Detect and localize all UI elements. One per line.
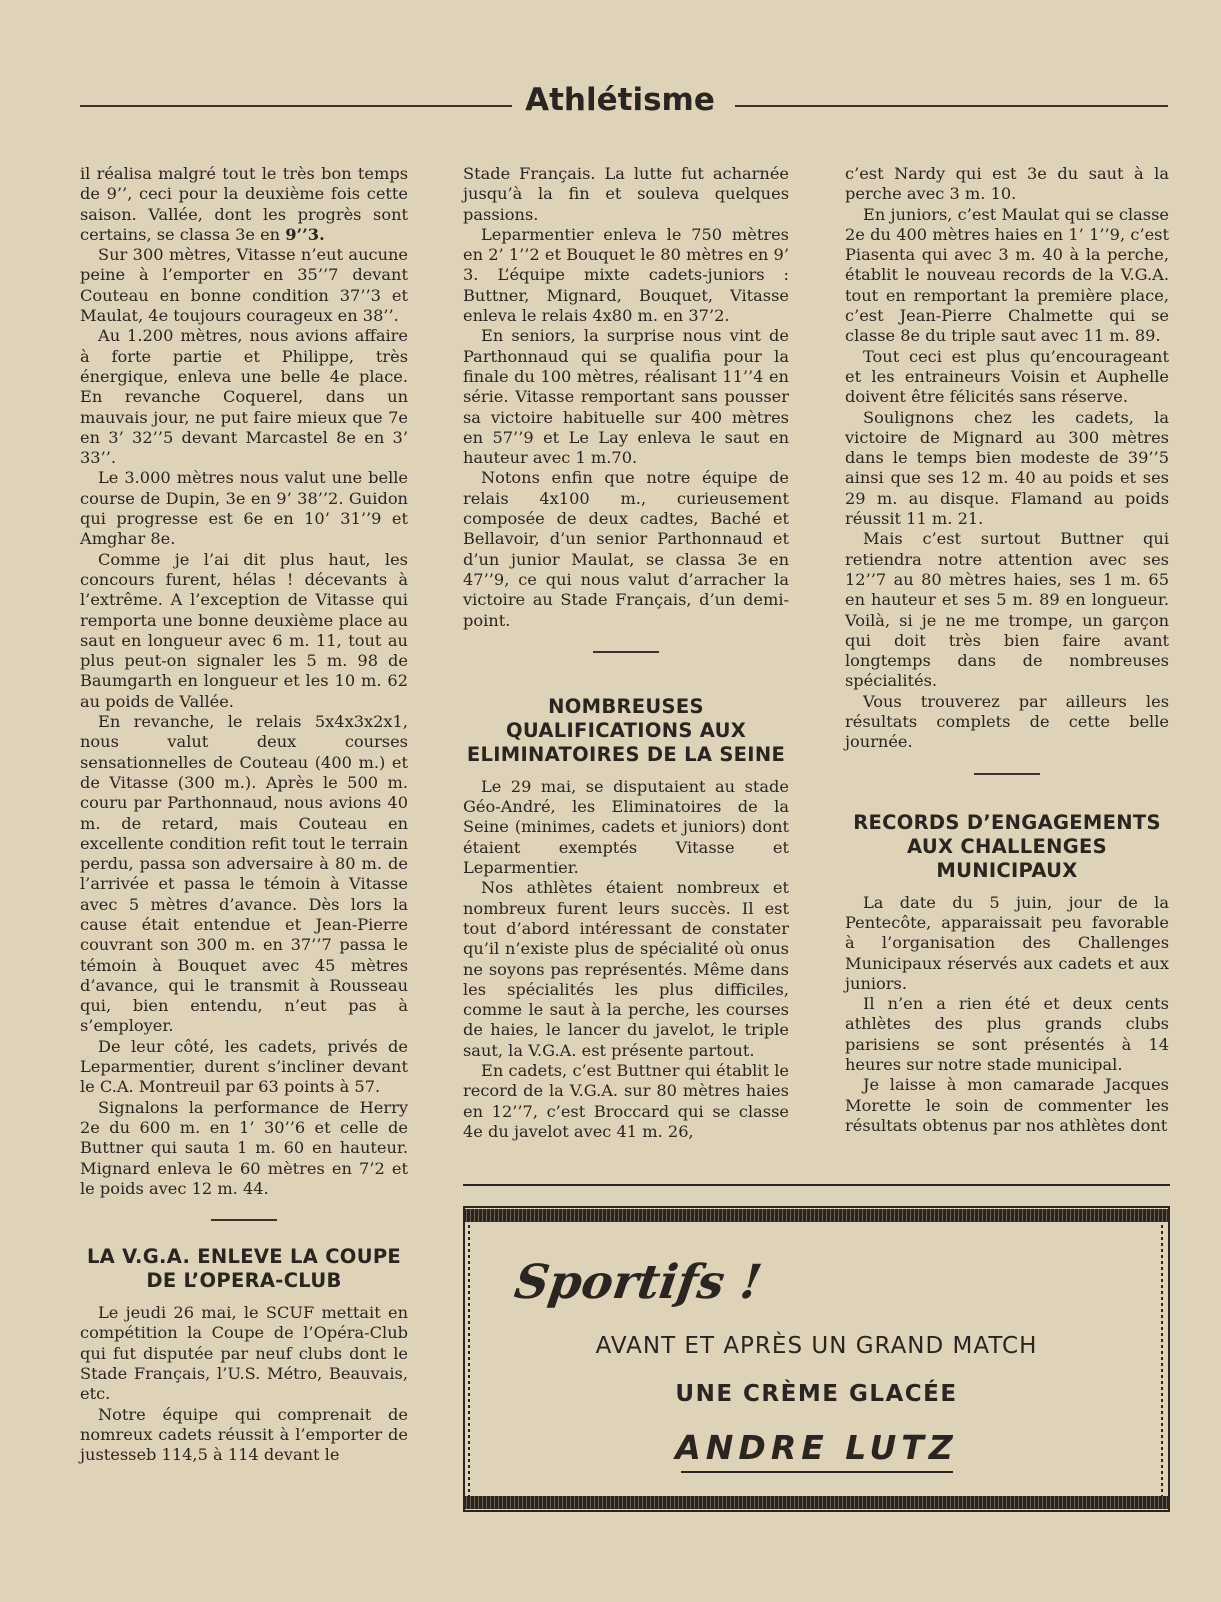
paragraph: En seniors, la surprise nous vint de Parthonnaud qui se qualifia pour la finale du 100 mètres, réalisant 11’’4 en série. Vitasse remportant sans pousser sa victoire habituelle sur 400 mètres en 57’’9 et Le Lay enleva le saut en hauteur avec 1 m.70.: [463, 326, 789, 468]
paragraph: En cadets, c’est Buttner qui établit le record de la V.G.A. sur 80 mètres haies en 12’’7, c’est Broccard qui se classe 4e du javelot avec 41 m. 26,: [463, 1060, 789, 1141]
bold-time: 9’’3.: [285, 224, 325, 244]
column-3: [845, 164, 1169, 1136]
header-rule-right: [735, 105, 1168, 107]
ad-tagline: AVANT ET APRÈS UN GRAND MATCH: [595, 1333, 1038, 1359]
paragraph: De leur côté, les cadets, privés de Leparmentier, durent s’incliner devant le C.A. Montreuil par 63 points à 57.: [80, 1036, 408, 1097]
column-1: [80, 164, 408, 1466]
separator: [974, 773, 1040, 775]
paragraph: Au 1.200 mètres, nous avions affaire à forte partie et Philippe, très énergique, enleva une belle 4e place. En revanche Coquerel, dans un mauvais jour, ne put faire mieux que 7e en 3’ 32’’5 devant Marcastel 8e en 3’ 33’’.: [80, 326, 408, 468]
separator: [211, 1219, 277, 1221]
paragraph: En revanche, le relais 5x4x3x2x1, nous valut deux courses sensationnelles de Couteau (400 m.) et de Vitasse (300 m.). Après le 500 m. couru par Parthonnaud, nous avions 40 m. de retard, mais Couteau en excellente condition refit tout le terrain perdu, passa son adversaire à 80 m. de l’arrivée et passa le témoin à Vitasse avec 5 mètres d’avance. Dès lors la cause était entendue et Jean-Pierre couvrant son 300 m. en 37’’7 passa le témoin à Bouquet avec 45 mètres d’avance, qui le transmit à Rousseau qui, bien entendu, n’eut pas à s’employer.: [80, 712, 408, 1036]
ad-brand: ANDRE LUTZ: [675, 1428, 958, 1467]
paragraph: En juniors, c’est Maulat qui se classe 2e du 400 mètres haies en 1’ 1’’9, c’est Piasenta qui avec 3 m. 40 à la perche, établit le nouveau records de la V.G.A. tout en remportant la première place, c’est Jean-Pierre Chalmette qui se classe 8e du triple saut avec 11 m. 89.: [845, 204, 1169, 346]
article-heading: LA V.G.A. ENLEVE LA COUPE DE L’OPERA-CLUB: [86, 1245, 402, 1293]
paragraph: Comme je l’ai dit plus haut, les concours furent, hélas ! décevants à l’extrême. A l’exception de Vitasse qui remporta une bonne deuxième place au saut en longueur avec 6 m. 11, tout au plus peut-on signaler les 5 m. 98 de Baumgarth en longueur et les 10 m. 62 au poids de Vallée.: [80, 549, 408, 711]
paragraph: Le jeudi 26 mai, le SCUF mettait en compétition la Coupe de l’Opéra-Club qui fut disputée par neuf clubs dont le Stade Français, l’U.S. Métro, Beauvais, etc.: [80, 1303, 408, 1404]
paragraph: Leparmentier enleva le 750 mètres en 2’ 1’’2 et Bouquet le 80 mètres en 9’ 3. L’équipe mixte cadets-juniors : Buttner, Mignard, Bouquet, Vitasse enleva le relais 4x80 m. en 37’2.: [463, 224, 789, 326]
paragraph: Nos athlètes étaient nombreux et nombreux furent leurs succès. Il est tout d’abord intéressant de constater qu’il n’existe plus de spécialité où onus ne soyons pas représentés. Même dans les spécialités les plus difficiles, comme le saut à la perche, les courses de haies, le lancer du javelot, le triple saut, la V.G.A. est présente partout.: [463, 878, 789, 1060]
paragraph: Notons enfin que notre équipe de relais 4x100 m., curieusement composée de deux cadtes, Baché et Bellavoir, d’un senior Parthonnaud et d’un junior Maulat, se classa 3e en 47’’9, ce qui nous valut d’arracher la victoire au Stade Français, d’un demi-point.: [463, 468, 789, 630]
section-title: Athlétisme: [525, 82, 715, 118]
paragraph: La date du 5 juin, jour de la Pentecôte, apparaissait peu favorable à l’organisation des Challenges Municipaux réservés aux cadets et aux juniors.: [845, 892, 1169, 993]
paragraph: Signalons la performance de Herry 2e du 600 m. en 1’ 30’’6 et celle de Buttner qui sauta 1 m. 60 en hauteur. Mignard enleva le 60 mètres en 7’2 et le poids avec 12 m. 44.: [80, 1097, 408, 1198]
column-2: [463, 164, 789, 1142]
paragraph: Tout ceci est plus qu’encourageant et les entraineurs Voisin et Auphelle doivent être félicités sans réserve.: [845, 346, 1169, 407]
paragraph: il réalisa malgré tout le très bon temps de 9’’, ceci pour la deuxième fois cette saison. Vallée, dont les progrès sont certains, se classa 3e en 9’’3.: [80, 164, 408, 244]
paragraph: Le 3.000 mètres nous valut une belle course de Dupin, 3e en 9’ 38’’2. Guidon qui progresse est 6e en 10’ 31’’9 et Amghar 8e.: [80, 468, 408, 549]
ad-brand-underline: [681, 1471, 953, 1473]
paragraph: Vous trouverez par ailleurs les résultats complets de cette belle journée.: [845, 691, 1169, 752]
paragraph: Notre équipe qui comprenait de nomreux cadets réussit à l’emporter de justesseb 114,5 à 114 devant le: [80, 1404, 408, 1465]
ad-product: UNE CRÈME GLACÉE: [675, 1381, 958, 1407]
paragraph: Le 29 mai, se disputaient au stade Géo-André, les Eliminatoires de la Seine (minimes, cadets et juniors) dont étaient exemptés Vitasse et Leparmentier.: [463, 776, 789, 878]
header-rule-left: [80, 105, 512, 107]
ad-headline: Sportifs !: [511, 1255, 766, 1310]
paragraph: Soulignons chez les cadets, la victoire de Mignard au 300 mètres dans le temps bien modeste de 39’’5 ainsi que ses 12 m. 40 au poids et ses 29 m. au disque. Flamand au poids réussit 11 m. 21.: [845, 407, 1169, 529]
paragraph: Mais c’est surtout Buttner qui retiendra notre attention avec ses 12’’7 au 80 mètres haies, ses 1 m. 65 en hauteur et ses 5 m. 89 en longueur. Voilà, si je ne me trompe, un garçon qui doit très bien faire avant longtemps dans de nombreuses spécialités.: [845, 529, 1169, 691]
article-heading: NOMBREUSES QUALIFICATIONS AUX ELIMINATOIRES DE LA SEINE: [466, 694, 786, 766]
paragraph: Je laisse à mon camarade Jacques Morette le soin de commenter les résultats obtenus par nos athlètes dont: [845, 1075, 1169, 1135]
paragraph: Sur 300 mètres, Vitasse n’eut aucune peine à l’emporter en 35’’7 devant Couteau en bonne condition 37’’3 et Maulat, 4e toujours courageux en 38’’.: [80, 245, 408, 326]
article-heading: RECORDS D’ENGAGEMENTS AUX CHALLENGES MUNICIPAUX: [853, 810, 1161, 882]
paragraph: Il n’en a rien été et deux cents athlètes des plus grands clubs parisiens se sont présentés à 14 heures sur notre stade municipal.: [845, 994, 1169, 1074]
separator: [593, 651, 659, 653]
paragraph: c’est Nardy qui est 3e du saut à la perche avec 3 m. 10.: [845, 164, 1169, 204]
ad-bottom-band: [463, 1496, 1170, 1509]
ad-top-rule: [463, 1184, 1170, 1186]
paragraph: Stade Français. La lutte fut acharnée jusqu’à la fin et souleva quelques passions.: [463, 164, 789, 224]
